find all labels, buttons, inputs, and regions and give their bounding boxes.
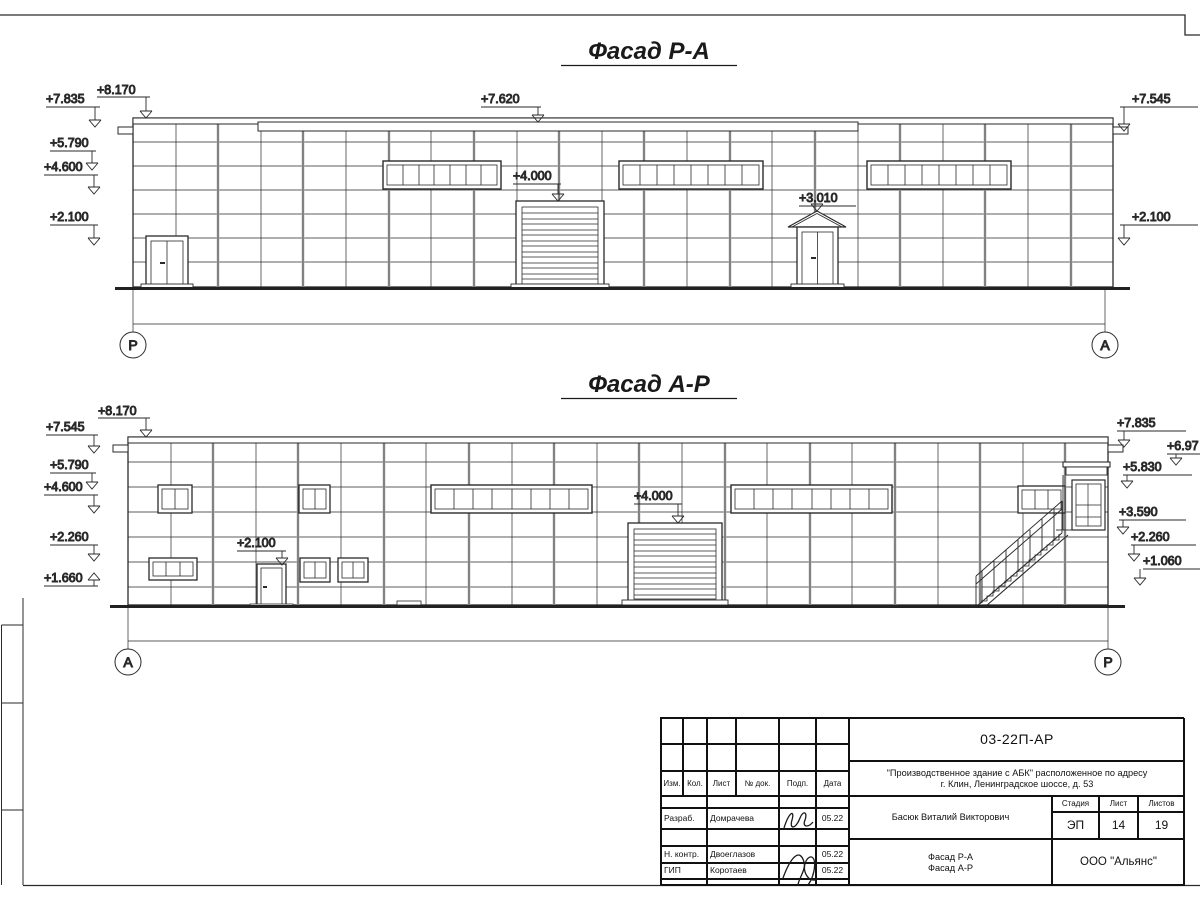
revision-cell [779,718,816,744]
signature-cell [707,879,779,886]
elevation-mark-label: +2.100 [50,210,89,224]
column-header-izm: Изм. [661,771,683,796]
elevation-mark-label: +4.600 [44,160,83,174]
elevation-mark-label: +3.010 [799,191,838,205]
facade1-gutter-right [1113,127,1128,134]
signature-cell [661,879,707,886]
revision-cell [707,718,736,744]
elevation-mark-arrow [44,495,100,513]
elevation-mark-label: +2.260 [1131,530,1170,544]
elevation-mark-label: +4.000 [513,169,552,183]
elevation-mark-arrow [50,545,100,561]
sheets-value: 19 [1138,812,1185,839]
facade1-vertical-joints [176,124,1071,287]
facade1-building [115,118,1130,332]
facade1-axis-extension [133,290,1105,332]
facade1-title-group [561,38,737,66]
elevation-mark-label: +7.545 [1132,92,1171,106]
elevation-mark-label: +8.170 [98,404,137,418]
facade2-title-group [561,371,737,399]
signature-cell [707,796,779,808]
chief-name: Басюк Виталий Викторович [849,796,1052,839]
signature-cell [816,829,849,846]
name-norm-control: Двоеглазов [707,846,779,863]
column-header-podp: Подп. [779,771,816,796]
company-name: ООО "Альянс" [1052,839,1185,886]
facade2-axis-right-label: Р [1103,654,1113,670]
elevation-mark-arrow [513,184,564,201]
elevation-mark-label: +2.100 [1132,210,1171,224]
revision-cell [816,744,849,771]
facade2-window-lower-2 [300,558,330,582]
revision-cell [683,744,707,771]
facade1-axis-left-label: Р [128,337,138,353]
facade2-side-door [250,564,293,607]
facade2-title: Фасад А-Р [588,371,710,398]
elevation-mark-label: +7.835 [46,92,85,106]
elevation-mark-label: +4.000 [634,489,673,503]
facade1-fascia-strip [258,122,858,131]
project-description [849,761,1185,796]
elevation-mark-arrow [1167,454,1200,465]
facade1-horizontal-joints [133,142,1113,262]
stage-value: ЭП [1052,812,1099,839]
frame-left-strip [2,598,24,885]
elevation-mark-label: +8.170 [97,83,136,97]
elevation-mark-arrow [1121,475,1192,488]
revision-cell [736,718,779,744]
revision-cell [707,744,736,771]
elevation-mark-arrow [1134,569,1200,585]
elevation-mark-arrow [97,97,152,118]
elevation-mark-arrow [50,225,100,245]
drawing-title [849,839,1052,886]
elevation-mark-label: +3.590 [1119,505,1158,519]
stage-label: Стадия [1052,796,1099,812]
name-developer: Домрачева [707,808,779,829]
elevation-mark-label: +5.830 [1123,460,1162,474]
drawing-title-line-1: Фасад Р-А [927,851,974,862]
elevation-mark-label: +7.545 [46,420,85,434]
elevation-mark-arrow [1118,225,1198,245]
facade2-window-lower-3 [338,558,368,582]
name-gip: Коротаев [707,863,779,879]
signature-cell [661,796,707,808]
facade1-entrance-door [788,211,846,288]
revision-cell [816,718,849,744]
elevation-mark-arrow [799,204,856,211]
facade1-roller-gate [511,201,609,288]
sheet-label: Лист [1099,796,1138,812]
stair-steps [981,534,1059,601]
facade2-ground-step [397,601,421,605]
facade1-title: Фасад Р-А [588,38,710,65]
column-header-data: Дата [816,771,849,796]
facade2-axis-left-label: А [123,654,133,670]
facade2-gutter-right [1108,445,1123,452]
facade2-window-lower-1 [149,558,197,580]
project-line-1: "Производственное здание с АБК" расположенное по адресу [886,767,1148,778]
facade2-gutter-left [113,445,128,452]
facade1-gutter-left [118,127,133,134]
elevation-mark-label: +1.660 [44,571,83,585]
facade2-roller-gate [622,523,728,605]
elevation-mark-label: +7.835 [1117,416,1156,430]
elevation-mark-label: +2.260 [50,530,89,544]
date-developer: 05.22 [816,808,849,829]
facade2-window-stair [1018,486,1065,513]
facade1-window-band-1 [383,161,501,189]
revision-cell [661,718,683,744]
facade2-axis-extension [128,608,1108,649]
revision-cell [779,744,816,771]
elevation-mark-arrow [98,418,152,437]
column-header-list: Лист [707,771,736,796]
title-block [660,717,1184,885]
doc-number: 03-22П-АР [849,718,1185,761]
gip-signature [777,842,817,886]
facade2-parapet-cap [128,437,1108,443]
facade1-axes [120,332,1118,358]
drawing-title-line-2: Фасад А-Р [927,862,974,873]
sheets-label: Листов [1138,796,1185,812]
elevation-mark-arrow [46,107,101,127]
role-gip: ГИП [661,863,707,879]
elevation-mark-label: +4.600 [44,480,83,494]
role-norm-control: Н. контр. [661,846,707,863]
project-line-2: г. Клин, Ленинградское шоссе, д. 53 [940,778,1094,789]
elevation-mark-arrow [46,435,100,453]
revision-cell [736,744,779,771]
date-norm-control: 05.22 [816,846,849,863]
elevation-mark-label: +5.790 [50,136,89,150]
facade1-window-band-2 [619,161,763,189]
revision-cell [661,744,683,771]
elevation-mark-label: +1.060 [1143,554,1182,568]
elevation-mark-arrow [44,175,100,194]
sheet-value: 14 [1099,812,1138,839]
date-gip: 05.22 [816,863,849,879]
column-header-doc: № док. [736,771,779,796]
elevation-mark-label: +7.620 [481,92,520,106]
signature-cell [707,829,779,846]
facade2-window-band-2 [731,485,892,513]
signature-cell [816,879,849,886]
facade1-left-door [141,236,193,288]
revision-cell [683,718,707,744]
facade2-window-upper-1 [158,485,192,513]
frame-top-line [0,15,1200,35]
elevation-mark-label: +6.97 [1167,439,1199,453]
elevation-mark-arrow [237,551,288,565]
elevation-mark-label: +5.790 [50,458,89,472]
role-developer: Разраб. [661,808,707,829]
stair-railing [976,501,1062,606]
facade2-window-band-1 [431,485,592,513]
column-header-kol: Кол. [683,771,707,796]
elevation-mark-arrow [634,504,684,523]
facade1-window-band-3 [867,161,1011,189]
elevation-mark-label: +2.100 [237,536,276,550]
facade2-axes [115,649,1121,675]
developer-signature [779,804,816,834]
signature-cell [816,796,849,808]
facade2-stair-tower [976,462,1110,606]
facade1-axis-right-label: А [1100,337,1110,353]
facade2-window-upper-2 [299,485,330,513]
signature-cell [661,829,707,846]
elevation-mark-arrow [1118,107,1198,131]
